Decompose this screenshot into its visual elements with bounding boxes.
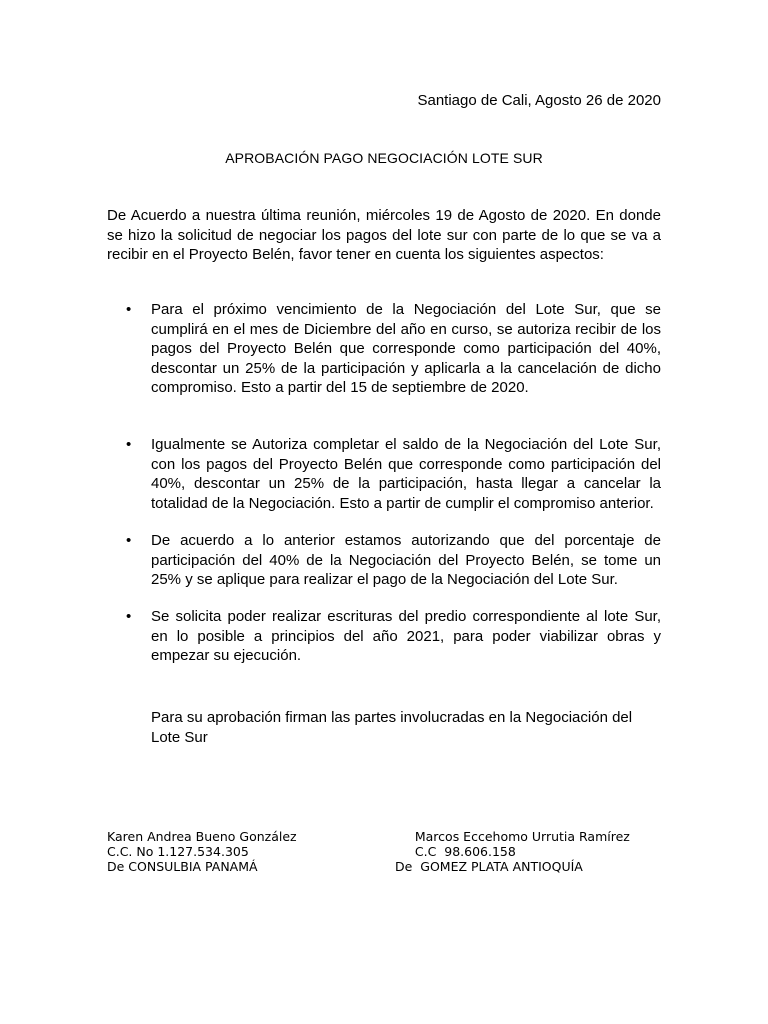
document-title: APROBACIÓN PAGO NEGOCIACIÓN LOTE SUR <box>225 150 543 166</box>
bullet-icon: • <box>126 436 132 453</box>
bullet-text: Igualmente se Autoriza completar el saldo de la Negociación del Lote Sur, con los pagos del Proyecto Belén que corresponde como participación del 40%, descontar un 25% de la participación, hasta llegar a cancelar la totalidad de la Negociación. Esto a partir de cumplir el compromiso anterior. <box>151 436 661 512</box>
signatory-name: Marcos Eccehomo Urrutia Ramírez <box>395 829 630 844</box>
bullet-text: Se solicita poder realizar escrituras del predio correspondiente al lote Sur, en lo posible a principios del año 2021, para poder viabilizar obras y empezar su ejecución. <box>151 608 661 664</box>
bullet-text: De acuerdo a lo anterior estamos autorizando que del porcentaje de participación del 40% de la Negociación del Proyecto Belén, se tome un 25% y se aplique para realizar el pago de la Negociación del Lote Sur. <box>151 532 661 588</box>
bullet-item <box>126 300 661 398</box>
intro-paragraph: De Acuerdo a nuestra última reunión, miércoles 19 de Agosto de 2020. En donde se hizo la solicitud de negociar los pagos del lote sur con parte de lo que se va a recibir en el Proyecto Belén, favor tener en cuenta los siguientes aspectos: <box>107 207 661 263</box>
bullet-item <box>126 531 661 590</box>
bullet-item <box>126 607 661 666</box>
date-line: Santiago de Cali, Agosto 26 de 2020 <box>417 92 661 109</box>
signatory-organization: De GOMEZ PLATA ANTIOQUÍA <box>395 859 583 874</box>
bullet-text: Para el próximo vencimiento de la Negociación del Lote Sur, que se cumplirá en el mes de Diciembre del año en curso, se autoriza recibir de los pagos del Proyecto Belén que corresponde como participación del 40%, descontar un 25% de la participación y aplicarla a la cancelación de dicho compromiso. Esto a partir del 15 de septiembre de 2020. <box>151 301 661 396</box>
closing-paragraph: Para su aprobación firman las partes involucradas en la Negociación del Lote Sur <box>151 709 633 746</box>
signatory-name: Karen Andrea Bueno González <box>107 829 297 844</box>
bullet-item <box>126 435 661 513</box>
bullet-icon: • <box>126 532 132 549</box>
signatory-id: C.C. No 1.127.534.305 <box>107 844 249 859</box>
signatory-id: C.C 98.606.158 <box>395 844 516 859</box>
bullet-icon: • <box>126 301 132 318</box>
signatory-organization: De CONSULBIA PANAMÁ <box>107 859 258 874</box>
signature-block-left <box>107 829 297 874</box>
bullet-icon: • <box>126 608 132 625</box>
signature-block-right <box>395 829 630 874</box>
